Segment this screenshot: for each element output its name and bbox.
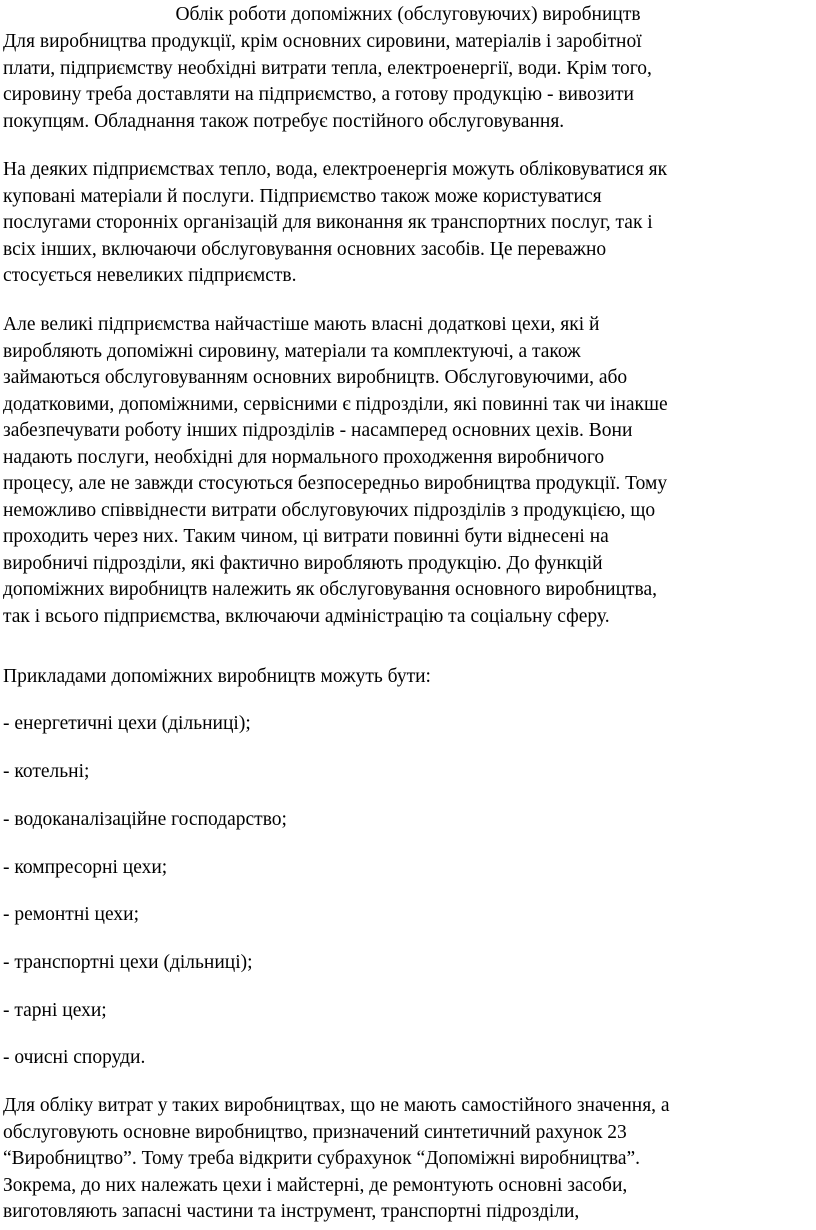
paragraph-line: допоміжних виробництв належить як обслуговування основного виробництва, [3,579,658,600]
paragraph-small-enterprises [3,157,815,290]
list-item: - енергетичні цехи (дільниці); [3,713,251,734]
document-title: Облік роботи допоміжних (обслуговуючих) виробництв [175,4,641,25]
paragraph-large-enterprises [3,312,815,630]
list-intro: Прикладами допоміжних виробництв можуть бути: [3,666,431,687]
paragraph-line: всіх інших, включаючи обслуговування основних засобів. Це переважно [3,238,607,260]
paragraph-line: виробляють допоміжні сировину, матеріали та комплектуючі, а також [3,340,581,362]
paragraph-line: надають послуги, необхідні для нормального проходження виробничого [3,446,605,468]
paragraph-line: сировину треба доставляти на підприємство, а готову продукцію - вивозити [3,84,634,105]
paragraph-line: плати, підприємству необхідні витрати тепла, електроенергії, води. Крім того, [3,57,652,79]
paragraph-line: Для обліку витрат у таких виробництвах, що не мають самостійного значення, а [3,1095,670,1116]
list-item: - котельні; [3,761,90,782]
paragraph-line: куповані матеріали й послуги. Підприємство також може користуватися [3,185,602,207]
list-item: - транспортні цехи (дільниці); [3,952,253,973]
list-item: - водоканалізаційне господарство; [3,809,287,830]
list-item: - очисні споруди. [3,1047,146,1068]
paragraph-line: Але великі підприємства найчастіше мають власні додаткові цехи, які й [3,314,600,335]
paragraph-line: неможливо співвіднести витрати обслуговуючих підрозділів з продукцією, що [3,499,656,521]
paragraph-line: стосується невеликих підприємств. [3,265,297,286]
paragraph-line: проходить через них. Таким чином, ці витрати повинні бути віднесені на [3,526,609,547]
paragraph-accounting [3,1093,815,1226]
paragraph-line: Зокрема, до них належать цехи і майстерні, де ремонтують основні засоби, [3,1174,628,1196]
paragraph-line: процесу, але не завжди стосуються безпосередньо виробництва продукції. Тому [3,473,668,494]
paragraph-line: покупцям. Обладнання також потребує постійного обслуговування. [3,110,565,132]
list-item: - ремонтні цехи; [3,904,139,925]
paragraph-intro [3,29,815,135]
paragraph-line: займаються обслуговуванням основних виробництв. Обслуговуючими, або [3,367,628,388]
paragraph-line: виробничі підрозділи, які фактично виробляють продукцію. До функцій [3,552,603,574]
list-item: - тарні цехи; [3,1000,107,1021]
paragraph-line: послугами сторонніх організацій для виконання як транспортних послуг, так і [3,212,653,233]
paragraph-line: забезпечувати роботу інших підрозділів - насамперед основних цехів. Вони [3,420,633,441]
paragraph-line: обслуговують основне виробництво, призначений синтетичний рахунок 23 [3,1121,627,1143]
list-item: - компресорні цехи; [3,857,168,878]
paragraph-line: так і всього підприємства, включаючи адміністрацію та соціальну сферу. [3,605,610,627]
paragraph-line: Для виробництва продукції, крім основних сировини, матеріалів і заробітної [3,31,642,52]
paragraph-line: виготовляють запасні частини та інструмент, транспортні підрозділи, [3,1201,580,1222]
paragraph-line: На деяких підприємствах тепло, вода, електроенергія можуть обліковуватися як [3,159,668,180]
paragraph-line: додатковими, допоміжними, сервісними є підрозділи, які повинні так чи інакше [3,393,668,415]
paragraph-line: “Виробництво”. Тому треба відкрити субрахунок “Допоміжні виробництва”. [3,1148,641,1169]
